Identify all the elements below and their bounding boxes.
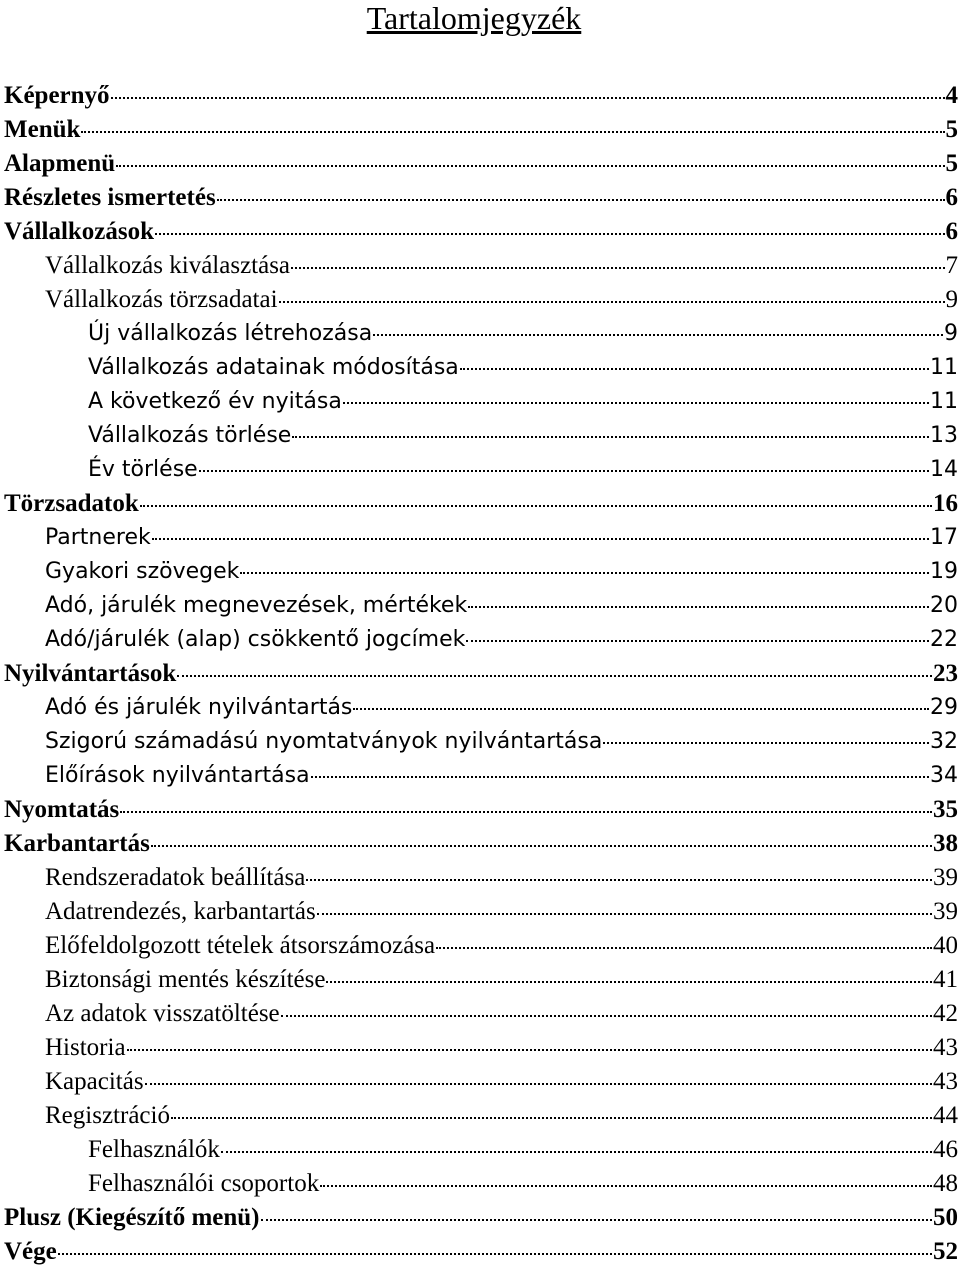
dot-leader [116, 165, 944, 167]
toc-entry-page-number: 16 [933, 490, 958, 517]
toc-entry-page-number: 9 [945, 286, 958, 313]
dot-leader [603, 742, 929, 744]
dot-leader [120, 811, 932, 813]
dot-leader [311, 776, 929, 778]
toc-entry[interactable] [0, 555, 960, 589]
toc-entry-label: Év törlése [88, 457, 198, 482]
toc-entry[interactable] [0, 181, 960, 215]
toc-entry-label: Nyilvántartások [4, 660, 177, 687]
dot-leader [281, 1015, 932, 1017]
toc-entry-label: Biztonsági mentés készítése [45, 966, 326, 993]
toc-entry-page-number: 41 [933, 966, 958, 993]
toc-entry-page-number: 29 [930, 695, 958, 720]
dot-leader [326, 981, 932, 983]
toc-entry[interactable] [0, 1235, 960, 1269]
toc-entry-page-number: 44 [933, 1102, 958, 1129]
toc-entry-page-number: 22 [930, 627, 958, 652]
toc-entry[interactable] [0, 317, 960, 351]
toc-entry-label: Historia [45, 1034, 126, 1061]
toc-entry[interactable] [0, 419, 960, 453]
toc-entry-label: Menük [4, 116, 81, 143]
dot-leader [199, 470, 929, 472]
dot-leader [127, 1049, 932, 1051]
dot-leader [373, 334, 943, 336]
toc-entry-page-number: 32 [930, 729, 958, 754]
toc-entry-label: Törzsadatok [4, 490, 139, 517]
toc-entry[interactable] [0, 589, 960, 623]
dot-leader [151, 845, 932, 847]
toc-entry-label: Vállalkozások [4, 218, 155, 245]
toc-entry[interactable] [0, 725, 960, 759]
toc-entry-label: Képernyő [4, 82, 110, 109]
dot-leader [155, 233, 944, 235]
toc-entry[interactable] [0, 963, 960, 997]
dot-leader [217, 199, 945, 201]
dot-leader [436, 947, 932, 949]
toc-entry[interactable] [0, 793, 960, 827]
toc-entry-label: A következő év nyitása [88, 389, 342, 414]
dot-leader [343, 402, 929, 404]
toc-entry-label: Vállalkozás törzsadatai [45, 286, 278, 313]
toc-entry-label: Adó, járulék megnevezések, mértékek [45, 593, 468, 618]
toc-entry[interactable] [0, 1065, 960, 1099]
toc-entry-page-number: 19 [930, 559, 958, 584]
dot-leader [292, 436, 929, 438]
dot-leader [240, 572, 929, 574]
toc-entry[interactable] [0, 895, 960, 929]
toc-entry[interactable] [0, 1201, 960, 1235]
toc-entry-page-number: 39 [933, 898, 958, 925]
toc-entry-label: Előfeldolgozott tételek átsorszámozása [45, 932, 436, 959]
toc-entry-page-number: 6 [945, 184, 958, 211]
toc-entry[interactable] [0, 1167, 960, 1201]
toc-entry-page-number: 11 [930, 355, 958, 380]
toc-entry-label: Adó és járulék nyilvántartás [45, 695, 353, 720]
toc-entry-label: Gyakori szövegek [45, 559, 240, 584]
toc-entry[interactable] [0, 521, 960, 555]
dot-leader [145, 1083, 932, 1085]
dot-leader [140, 505, 932, 507]
toc-entry-page-number: 4 [945, 82, 958, 109]
toc-entry-page-number: 17 [930, 525, 958, 550]
toc-entry[interactable] [0, 351, 960, 385]
toc-entry-page-number: 52 [933, 1238, 958, 1265]
toc-entry[interactable] [0, 487, 960, 521]
toc-entry[interactable] [0, 453, 960, 487]
dot-leader [177, 675, 932, 677]
dot-leader [111, 97, 945, 99]
toc-entry[interactable] [0, 215, 960, 249]
toc-entry-page-number: 6 [945, 218, 958, 245]
toc-entry-page-number: 46 [933, 1136, 958, 1163]
toc-entry[interactable] [0, 623, 960, 657]
toc-entry-label: Kapacitás [45, 1068, 144, 1095]
toc-entry-label: Felhasználók [88, 1136, 220, 1163]
toc-entry[interactable] [0, 385, 960, 419]
toc-entry-page-number: 11 [930, 389, 958, 414]
page-title: Tartalomjegyzék [366, 0, 582, 36]
toc-entry[interactable] [0, 283, 960, 317]
toc-entry-page-number: 13 [930, 423, 958, 448]
dot-leader [58, 1253, 932, 1255]
toc-entry-label: Plusz (Kiegészítő menü) [4, 1204, 260, 1231]
dot-leader [279, 301, 945, 303]
toc-entry-label: Vállalkozás kiválasztása [45, 252, 291, 279]
toc-entry[interactable] [0, 759, 960, 793]
toc-entry-label: Új vállalkozás létrehozása [88, 321, 373, 346]
toc-entry-label: Szigorú számadású nyomtatványok nyilvántartása [45, 729, 603, 754]
toc-entry-label: Előírások nyilvántartása [45, 763, 310, 788]
toc-entry-label: Felhasználói csoportok [88, 1170, 320, 1197]
toc-entry-label: Vége [4, 1238, 57, 1265]
toc-entry-label: Rendszeradatok beállítása [45, 864, 306, 891]
toc-entry[interactable] [0, 997, 960, 1031]
toc-entry-page-number: 23 [933, 660, 958, 687]
toc-entry-page-number: 34 [930, 763, 958, 788]
dot-leader [152, 538, 929, 540]
toc-entry-label: Az adatok visszatöltése [45, 1000, 280, 1027]
toc-entry-page-number: 20 [930, 593, 958, 618]
toc-entry-label: Partnerek [45, 525, 151, 550]
dot-leader [320, 1185, 932, 1187]
toc-entry-page-number: 48 [933, 1170, 958, 1197]
toc-entry[interactable] [0, 79, 960, 113]
toc-entry[interactable] [0, 147, 960, 181]
toc-entry[interactable] [0, 249, 960, 283]
toc-entry[interactable] [0, 1133, 960, 1167]
toc-entry-page-number: 39 [933, 864, 958, 891]
dot-leader [460, 368, 929, 370]
toc-entry-page-number: 9 [944, 321, 958, 346]
toc-entry-label: Karbantartás [4, 830, 150, 857]
toc-entry[interactable] [0, 1099, 960, 1133]
toc-entry-label: Adó/járulék (alap) csökkentő jogcímek [45, 627, 466, 652]
toc-entry[interactable] [0, 827, 960, 861]
toc-entry[interactable] [0, 861, 960, 895]
toc-entry-page-number: 14 [930, 457, 958, 482]
toc-entry[interactable] [0, 657, 960, 691]
toc-entry-page-number: 38 [933, 830, 958, 857]
table-of-contents [0, 79, 960, 1269]
toc-entry[interactable] [0, 929, 960, 963]
toc-entry-label: Regisztráció [45, 1102, 170, 1129]
toc-entry-label: Vállalkozás adatainak módosítása [88, 355, 459, 380]
toc-entry-label: Vállalkozás törlése [88, 423, 292, 448]
toc-entry[interactable] [0, 691, 960, 725]
dot-leader [81, 131, 944, 133]
toc-entry-label: Részletes ismertetés [4, 184, 216, 211]
toc-entry-label: Adatrendezés, karbantartás [45, 898, 316, 925]
toc-entry-label: Alapmenü [4, 150, 116, 177]
dot-leader [306, 879, 932, 881]
toc-entry-page-number: 35 [933, 796, 958, 823]
dot-leader [261, 1219, 932, 1221]
dot-leader [466, 640, 929, 642]
toc-entry-page-number: 5 [945, 150, 958, 177]
dot-leader [171, 1117, 932, 1119]
dot-leader [468, 606, 929, 608]
dot-leader [353, 708, 929, 710]
toc-entry-page-number: 43 [933, 1034, 958, 1061]
toc-entry-label: Nyomtatás [4, 796, 120, 823]
dot-leader [317, 913, 932, 915]
toc-entry-page-number: 5 [945, 116, 958, 143]
toc-entry[interactable] [0, 113, 960, 147]
toc-entry-page-number: 7 [945, 252, 958, 279]
toc-entry-page-number: 42 [933, 1000, 958, 1027]
toc-entry-page-number: 43 [933, 1068, 958, 1095]
toc-entry-page-number: 50 [933, 1204, 958, 1231]
toc-entry[interactable] [0, 1031, 960, 1065]
toc-entry-page-number: 40 [933, 932, 958, 959]
dot-leader [291, 267, 944, 269]
dot-leader [221, 1151, 932, 1153]
